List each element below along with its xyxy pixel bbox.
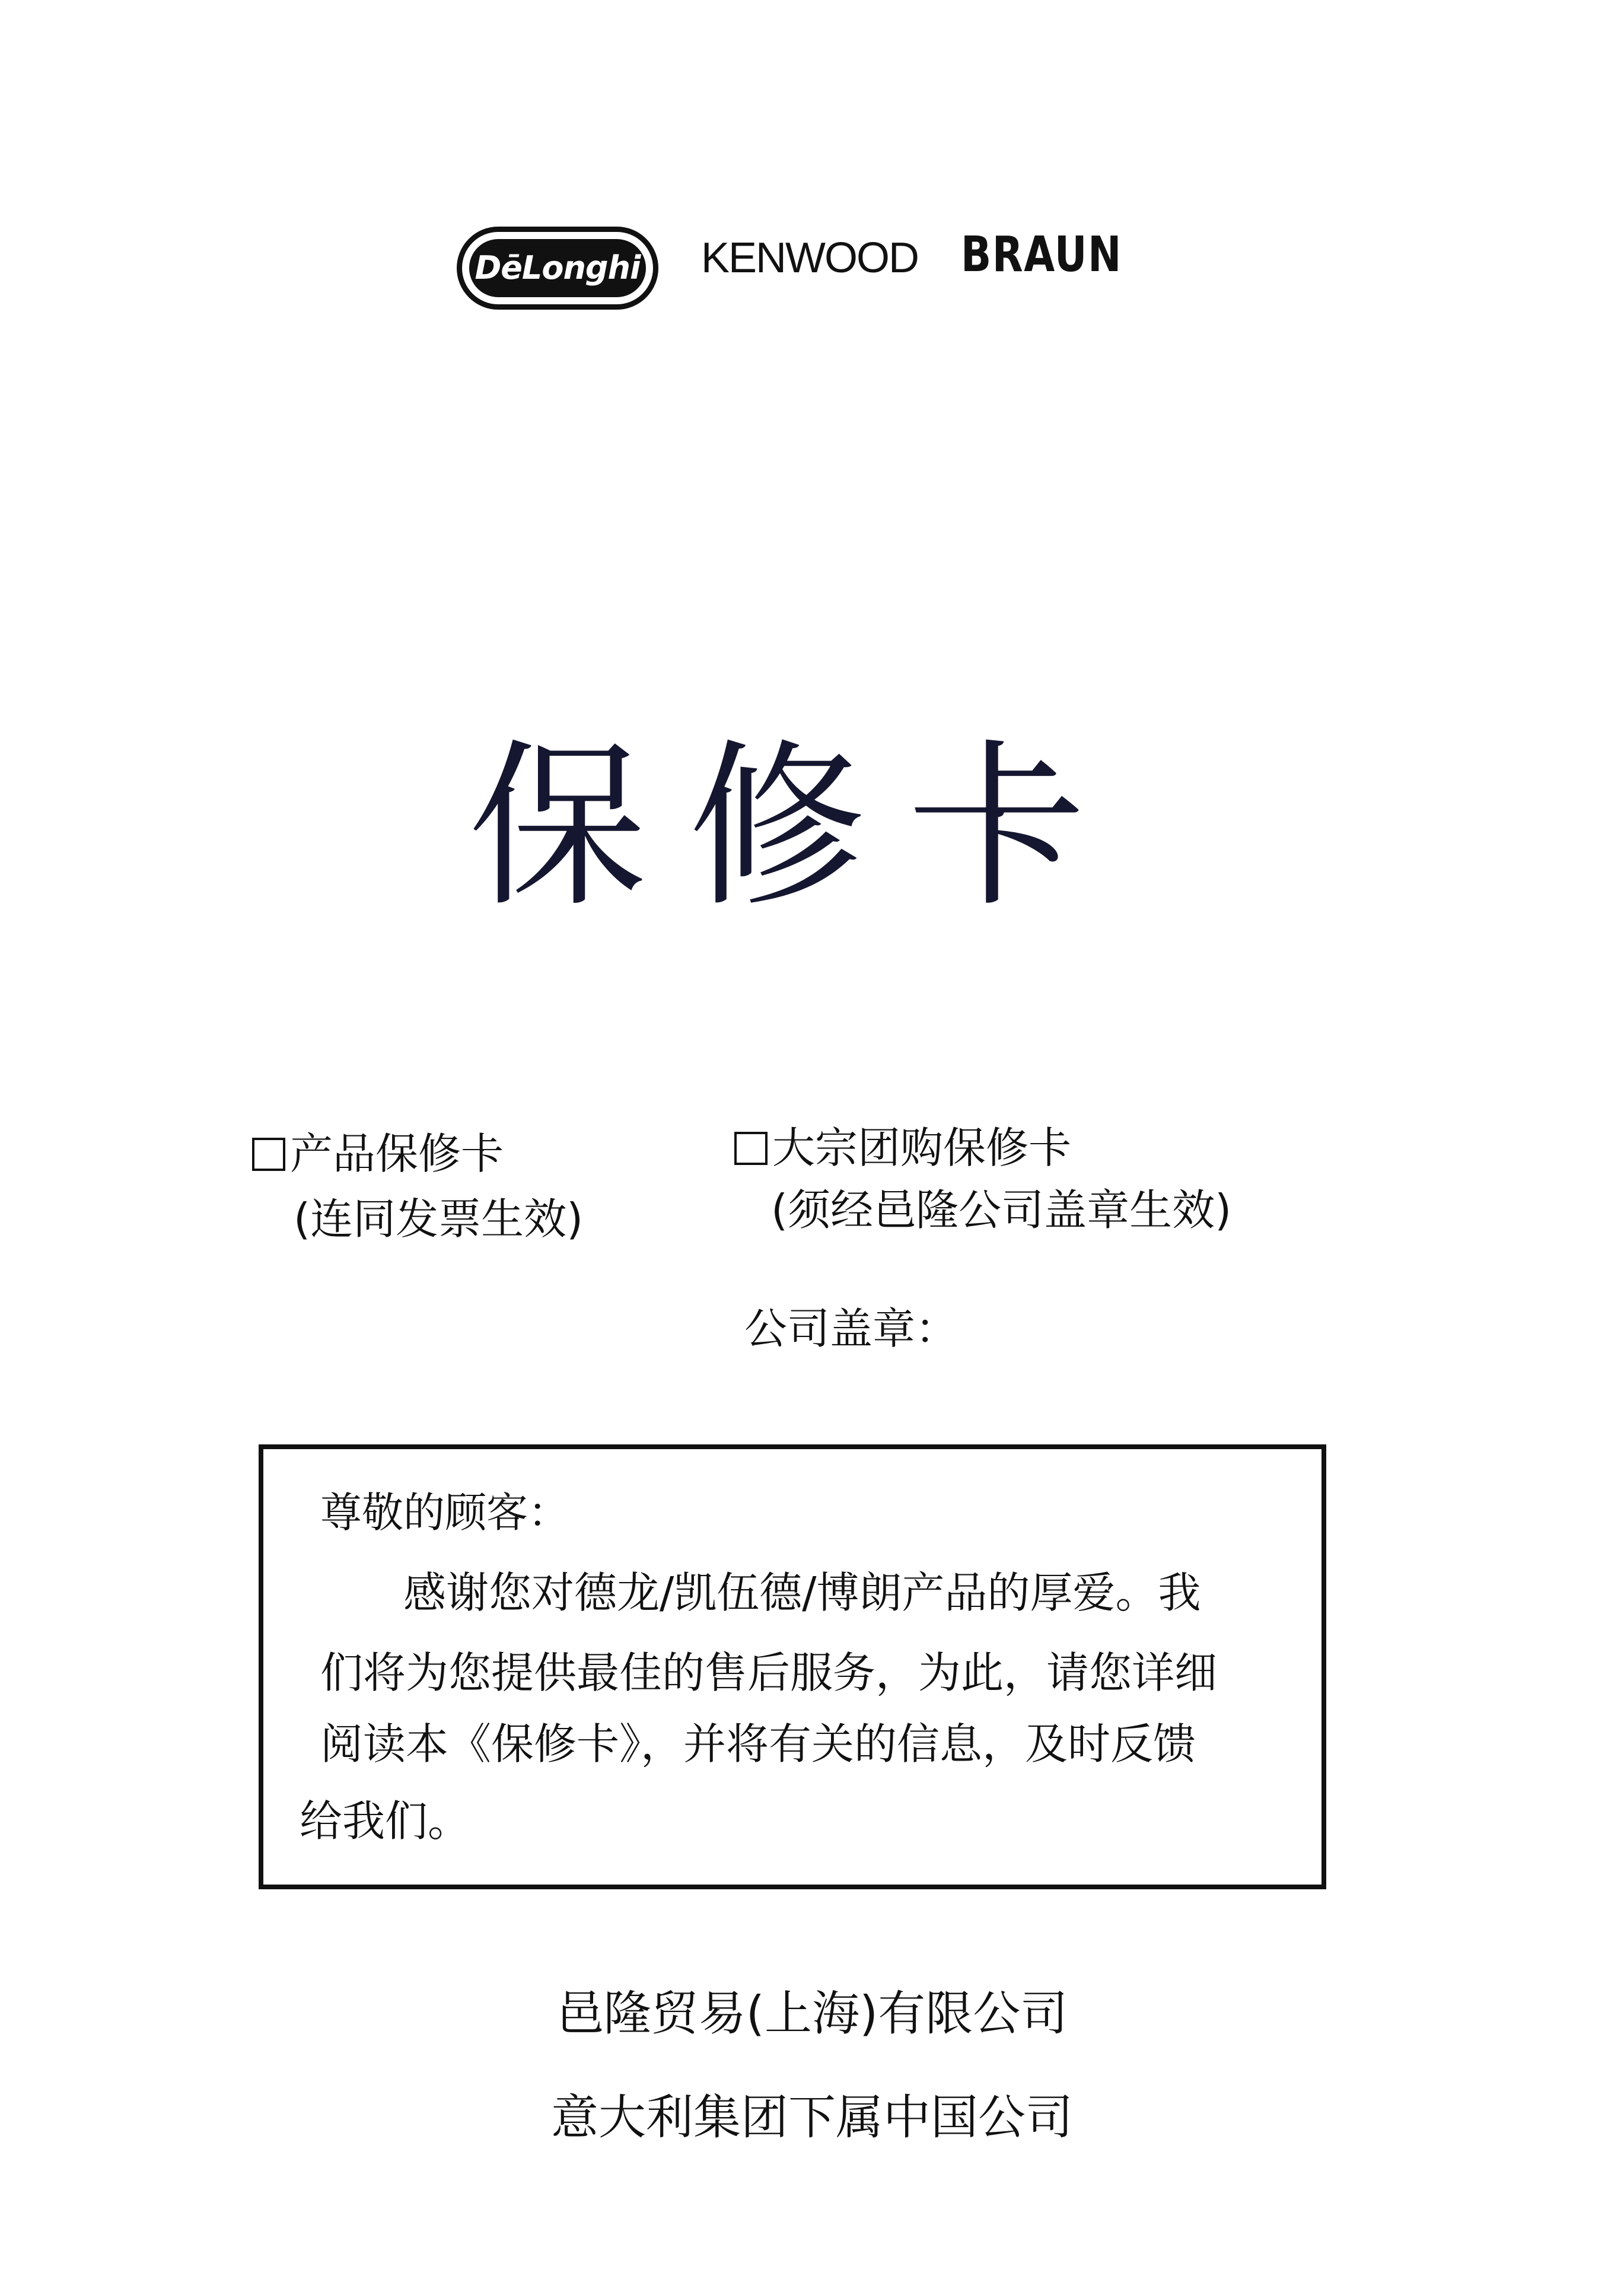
notice-line: 们将为您提供最佳的售后服务，为此，请您详细 (320, 1648, 1218, 1698)
footer-parent-company: 意大利集团下属中国公司 (551, 2090, 1073, 2145)
company-stamp-label: 公司盖章： (744, 1304, 959, 1354)
kenwood-logo: KENWOOD (701, 234, 919, 282)
page-title: 保修卡 (469, 724, 1127, 931)
braun-logo: BRAUN (961, 227, 1123, 283)
notice-salutation: 尊敬的顾客： (320, 1488, 569, 1537)
option-group-warranty-label: 大宗团购保修卡 (772, 1123, 1072, 1173)
checkbox-icon[interactable] (252, 1138, 285, 1171)
option-group-warranty-note: (须经邑隆公司盖章生效) (771, 1185, 1232, 1235)
option-product-warranty[interactable] (252, 1127, 504, 1180)
checkbox-icon[interactable] (734, 1132, 768, 1165)
notice-line: 阅读本《保修卡》，并将有关的信息，及时反馈 (320, 1719, 1196, 1769)
option-product-warranty-note: (连同发票生效) (294, 1194, 584, 1244)
notice-line: 感谢您对德龙/凯伍德/博朗产品的厚爱。我 (403, 1568, 1201, 1618)
delonghi-logo-text: DēLonghi (469, 239, 646, 297)
notice-line: 给我们。 (300, 1796, 471, 1846)
option-group-warranty[interactable] (734, 1121, 1071, 1174)
option-product-warranty-label: 产品保修卡 (290, 1129, 504, 1179)
delonghi-logo (457, 227, 658, 310)
footer-company-name: 邑隆贸易(上海)有限公司 (556, 1986, 1068, 2041)
